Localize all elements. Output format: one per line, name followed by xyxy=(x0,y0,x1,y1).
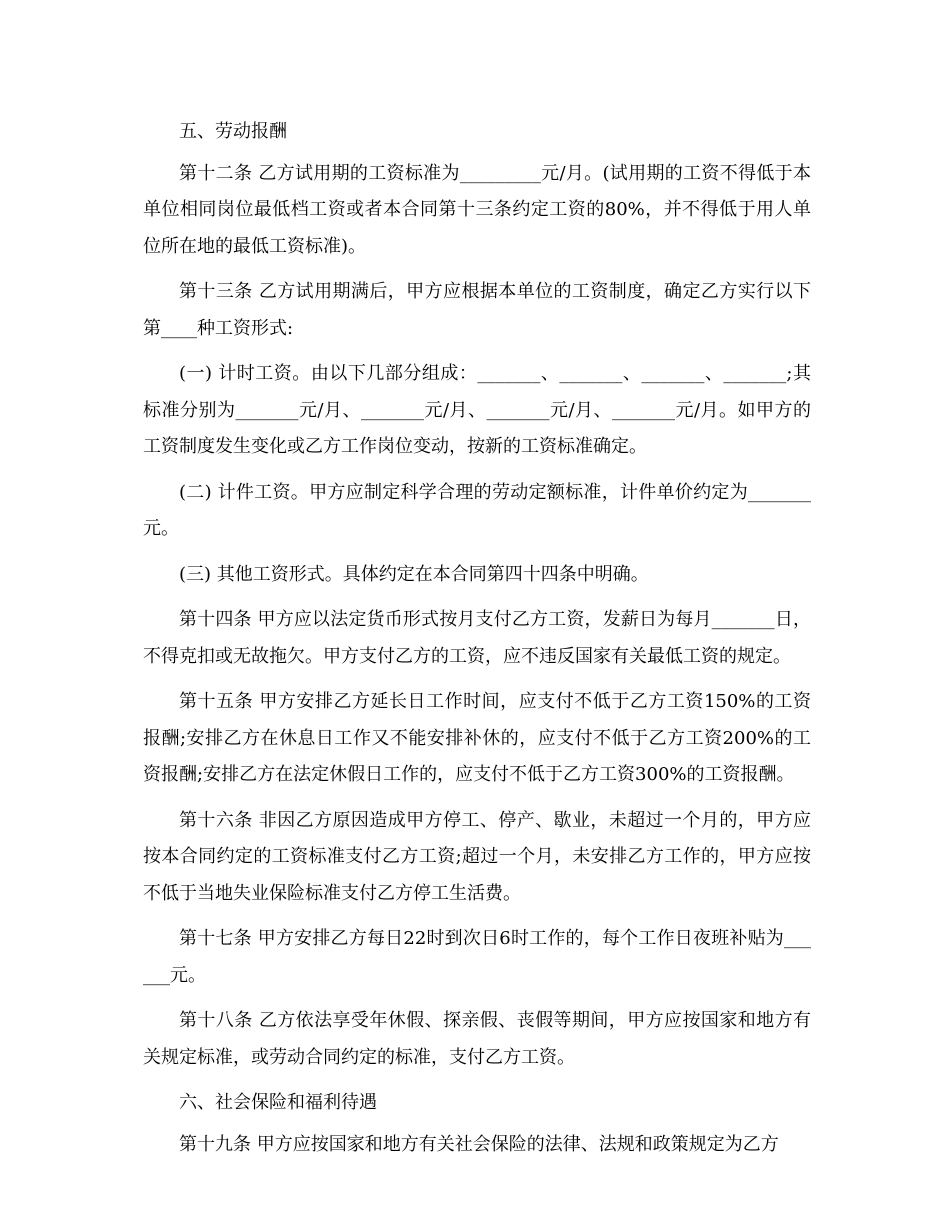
time-based-wage-paragraph: (一) 计时工资。由以下几部分组成：_______、_______、_______、_______;其标准分别为_______元/月、_______元/月、_______元/月、_______元/月。如甲方的工资制度发生变化或乙方工作岗位变动，按新的工资标准确定。 xyxy=(143,363,811,457)
document-body xyxy=(143,114,811,1172)
article-16-paragraph: 第十六条 非因乙方原因造成甲方停工、停产、歇业，未超过一个月的，甲方应按本合同约定的工资标准支付乙方工资;超过一个月，未安排乙方工作的，甲方应按不低于当地失业保险标准支付乙方停工生活费。 xyxy=(143,809,811,904)
section-heading-labor-remuneration: 五、劳动报酬 xyxy=(179,121,287,142)
article-17-paragraph: 第十七条 甲方安排乙方每日22时到次日6时工作的，每个工作日夜班补贴为______元。 xyxy=(143,928,811,986)
article-13-paragraph: 第十三条 乙方试用期满后，甲方应根据本单位的工资制度，确定乙方实行以下第____种工资形式: xyxy=(143,281,811,339)
article-15-paragraph: 第十五条 甲方安排乙方延长日工作时间，应支付不低于乙方工资150%的工资报酬;安排乙方在休息日工作又不能安排补休的，应支付不低于乙方工资200%的工资报酬;安排乙方在法定休假日工作的，应支付不低于乙方工资300%的工资报酬。 xyxy=(143,691,811,785)
article-19-paragraph: 第十九条 甲方应按国家和地方有关社会保险的法律、法规和政策规定为乙方 xyxy=(179,1133,779,1155)
section-heading-social-insurance: 六、社会保险和福利待遇 xyxy=(179,1092,377,1113)
article-18-paragraph: 第十八条 乙方依法享受年休假、探亲假、丧假等期间，甲方应按国家和地方有关规定标准，或劳动合同约定的标准，支付乙方工资。 xyxy=(143,1010,811,1068)
article-14-paragraph: 第十四条 甲方应以法定货币形式按月支付乙方工资，发薪日为每月_______日，不得克扣或无故拖欠。甲方支付乙方的工资，应不违反国家有关最低工资的规定。 xyxy=(143,609,811,667)
piece-rate-wage-paragraph: (二) 计件工资。甲方应制定科学合理的劳动定额标准，计件单价约定为_______元。 xyxy=(143,481,811,539)
other-wage-form-paragraph: (三) 其他工资形式。具体约定在本合同第四十四条中明确。 xyxy=(179,563,649,585)
article-12-paragraph: 第十二条 乙方试用期的工资标准为_________元/月。(试用期的工资不得低于本单位相同岗位最低档工资或者本合同第十三条约定工资的80%，并不得低于用人单位所在地的最低工资标准)。 xyxy=(143,162,811,257)
